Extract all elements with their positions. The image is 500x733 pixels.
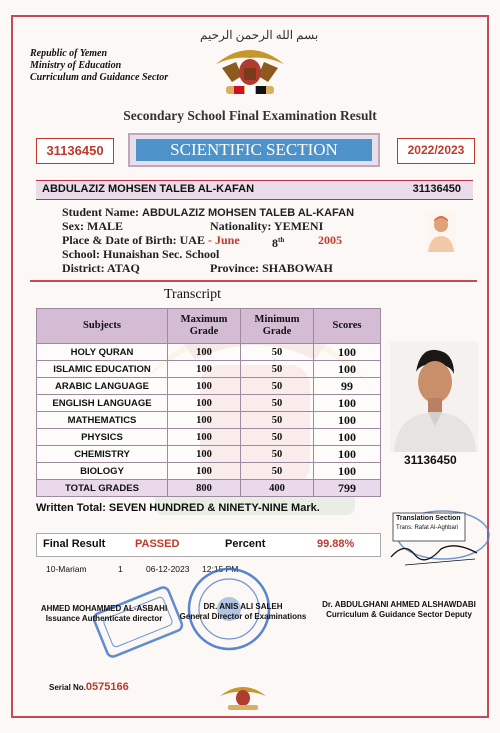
birth-day-suffix: th — [278, 236, 285, 244]
section-label: SCIENTIFIC SECTION — [136, 139, 372, 161]
province-row — [210, 261, 333, 276]
total-label: TOTAL GRADES — [37, 480, 168, 497]
nationality-label: Nationality: — [210, 219, 272, 233]
min-cell: 50 — [241, 446, 314, 463]
signer-title-right: Curriculum & Guidance Sector Deputy — [326, 610, 472, 619]
table-row — [37, 395, 381, 412]
grades-table — [36, 308, 381, 497]
basmala-text: بسم الله الرحمن الرحيم — [200, 28, 319, 42]
table-row — [37, 361, 381, 378]
signer-name-right: Dr. ABDULGHANI AHMED ALSHAWDABI — [322, 600, 476, 609]
translation-stamp-line1: Translation Section — [396, 515, 461, 522]
bottom-emblem-icon — [218, 682, 268, 712]
school-row — [62, 247, 219, 262]
table-row — [37, 412, 381, 429]
reference-name: 10-Mariam — [46, 564, 87, 574]
district-label: District: — [62, 261, 105, 275]
percent-value: 99.88% — [317, 538, 355, 550]
max-cell: 100 — [168, 361, 241, 378]
min-cell: 50 — [241, 429, 314, 446]
score-cell: 99 — [314, 378, 381, 395]
subject-cell: ISLAMIC EDUCATION — [37, 361, 168, 378]
issuer-header — [30, 48, 168, 84]
copy-number: 1 — [118, 564, 123, 574]
signer-title-mid: General Director of Examinations — [179, 612, 307, 621]
school-label: School: — [62, 247, 101, 261]
max-cell: 100 — [168, 378, 241, 395]
serial-label: Serial No. — [49, 683, 86, 692]
total-max: 800 — [168, 480, 241, 497]
header-line-country: Republic of Yemen — [30, 48, 108, 59]
sex-label: Sex: — [62, 219, 84, 233]
birth-label: Place & Date of Birth: — [62, 233, 177, 247]
total-min: 400 — [241, 480, 314, 497]
birth-day-value: 8 — [272, 236, 278, 250]
max-cell: 100 — [168, 429, 241, 446]
divider-line — [30, 280, 477, 282]
score-cell: 100 — [314, 446, 381, 463]
student-photo — [390, 342, 478, 452]
min-cell: 50 — [241, 378, 314, 395]
name-bar-number: 31136450 — [412, 183, 461, 195]
issue-time: 12:15 PM — [202, 564, 239, 574]
signature-curriculum — [316, 600, 482, 620]
max-cell: 100 — [168, 395, 241, 412]
academic-year-box: 2022/2023 — [397, 138, 475, 164]
signature-examinations — [168, 602, 318, 622]
score-cell: 100 — [314, 395, 381, 412]
student-photo-small — [426, 212, 456, 252]
table-row — [37, 446, 381, 463]
header-line-sector: Curriculum and Guidance Sector — [30, 72, 169, 83]
document-title: Secondary School Final Examination Result — [123, 108, 377, 123]
min-cell: 50 — [241, 361, 314, 378]
col-subjects: Subjects — [37, 309, 168, 344]
district-value: ATAQ — [107, 261, 140, 275]
score-cell: 100 — [314, 344, 381, 361]
max-cell: 100 — [168, 344, 241, 361]
subject-cell: ENGLISH LANGUAGE — [37, 395, 168, 412]
subject-cell: BIOLOGY — [37, 463, 168, 480]
issue-date: 06-12-2023 — [146, 564, 190, 574]
district-row — [62, 261, 140, 276]
score-cell: 100 — [314, 429, 381, 446]
subject-cell: ARABIC LANGUAGE — [37, 378, 168, 395]
header-line-ministry: Ministry of Education — [30, 60, 122, 71]
max-cell: 100 — [168, 463, 241, 480]
birth-month: June — [214, 233, 240, 247]
col-min-grade: Minimum Grade — [241, 309, 314, 344]
subject-cell: CHEMISTRY — [37, 446, 168, 463]
written-total: Written Total: SEVEN HUNDRED & NINETY-NINE Mark. — [36, 502, 320, 514]
transcript-heading: Transcript — [164, 287, 222, 302]
score-cell: 100 — [314, 463, 381, 480]
birth-year: 2005 — [318, 233, 342, 247]
student-name-label: Student Name: — [62, 205, 139, 219]
school-value: Hunaishan Sec. School — [103, 247, 220, 261]
sex-value: MALE — [87, 219, 123, 233]
final-result-value: PASSED — [135, 538, 180, 550]
subject-cell: PHYSICS — [37, 429, 168, 446]
student-name-bar — [36, 180, 473, 200]
total-row — [37, 480, 381, 497]
percent-label: Percent — [225, 538, 266, 550]
min-cell: 50 — [241, 463, 314, 480]
min-cell: 50 — [241, 395, 314, 412]
signer-title-left: Issuance Authenticate director — [45, 614, 163, 623]
section-banner — [128, 133, 380, 167]
table-row — [37, 463, 381, 480]
signer-name-left: AHMED MOHAMMED AL-ASBAHI — [40, 604, 168, 613]
birth-place: UAE — [179, 233, 205, 247]
nationality-row — [210, 219, 323, 234]
table-row — [37, 429, 381, 446]
translation-stamp-line2: Trans. Rafat Al-Aghbari — [396, 525, 459, 531]
final-result-label: Final Result — [43, 538, 106, 550]
yemen-emblem-icon — [212, 42, 288, 98]
nationality-value: YEMENI — [273, 219, 324, 233]
final-result-bar — [36, 533, 381, 557]
col-scores: Scores — [314, 309, 381, 344]
serial-value: 0575166 — [85, 681, 129, 693]
subject-cell: HOLY QURAN — [37, 344, 168, 361]
student-name-value: ABDULAZIZ MOHSEN TALEB AL-KAFAN — [142, 207, 355, 219]
min-cell: 50 — [241, 344, 314, 361]
birth-row: Place & Date of Birth: UAE - June — [62, 233, 240, 247]
sex-row — [62, 219, 123, 234]
name-bar-name: ABDULAZIZ MOHSEN TALEB AL-KAFAN — [42, 183, 255, 195]
min-cell: 50 — [241, 412, 314, 429]
signer-name-mid: DR. ANIS ALI SALEH — [203, 602, 283, 611]
signature-issuance — [24, 604, 184, 624]
table-row — [37, 378, 381, 395]
total-score: 799 — [314, 480, 381, 497]
birth-day — [272, 233, 284, 251]
table-row — [37, 344, 381, 361]
col-max-grade: Maximum Grade — [168, 309, 241, 344]
province-label: Province: — [210, 261, 260, 275]
max-cell: 100 — [168, 412, 241, 429]
subject-cell: MATHEMATICS — [37, 412, 168, 429]
max-cell: 100 — [168, 446, 241, 463]
score-cell: 100 — [314, 412, 381, 429]
seat-number-box: 31136450 — [36, 138, 114, 164]
province-value: SHABOWAH — [262, 261, 333, 275]
photo-seat-number: 31136450 — [404, 453, 457, 467]
table-header-row — [37, 309, 381, 344]
score-cell: 100 — [314, 361, 381, 378]
issuance-stamp — [92, 585, 187, 665]
serial-number — [49, 681, 129, 693]
